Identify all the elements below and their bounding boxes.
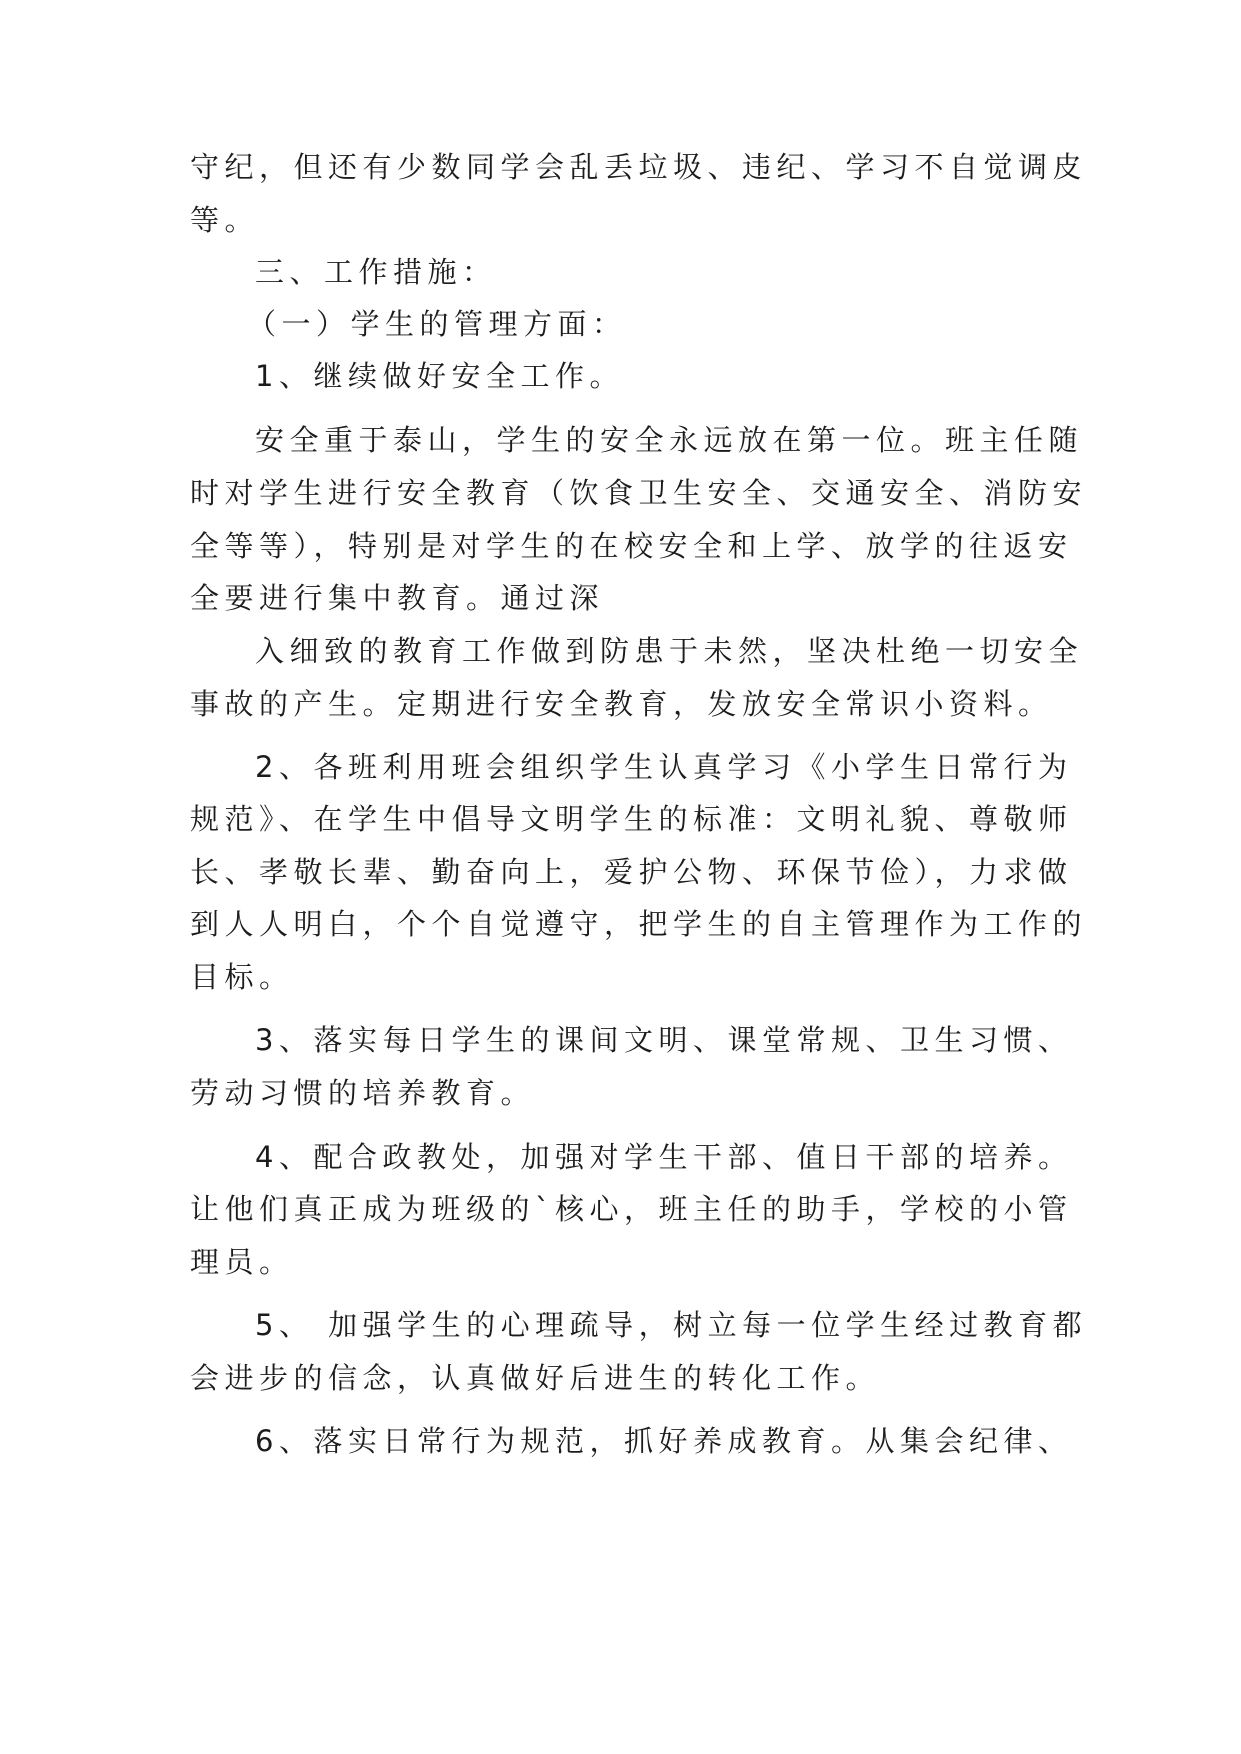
item-heading: 1、继续做好安全工作。 — [255, 359, 624, 393]
item-heading: 6、落实日常行为规范，抓好养成教育。从集会纪律、 — [255, 1424, 1073, 1458]
item-heading: 5、 加强学生的心理疏导，树立每一位学生经过教育都 — [255, 1308, 1088, 1342]
text-line: 长、孝敬长辈、勤奋向上，爱护公物、环保节俭），力求做 — [190, 855, 1073, 889]
text-line: 入细致的教育工作做到防患于未然，坚决杜绝一切安全 — [255, 634, 1084, 668]
subsection-heading: （一）学生的管理方面： — [247, 307, 627, 341]
text-line: 劳动习惯的培养教育。 — [190, 1076, 536, 1110]
text-line: 等。 — [190, 203, 260, 237]
text-line: 理员。 — [190, 1245, 294, 1279]
text-line: 会进步的信念，认真做好后进生的转化工作。 — [190, 1361, 881, 1395]
section-heading: 三、工作措施： — [255, 255, 497, 289]
text-line: 目标。 — [190, 960, 294, 994]
text-line: 到人人明白，个个自觉遵守，把学生的自主管理作为工作的 — [190, 907, 1088, 941]
text-line: 全等等），特别是对学生的在校安全和上学、放学的往返安 — [190, 529, 1073, 563]
item-heading: 3、落实每日学生的课间文明、课堂常规、卫生习惯、 — [255, 1023, 1073, 1057]
text-line: 全要进行集中教育。通过深 — [190, 581, 605, 615]
item-heading: 2、各班利用班会组织学生认真学习《小学生日常行为 — [255, 750, 1073, 784]
text-line: 安全重于泰山，学生的安全永远放在第一位。班主任随 — [255, 423, 1084, 457]
item-heading: 4、配合政教处，加强对学生干部、值日干部的培养。 — [255, 1140, 1073, 1174]
text-line: 规范》、在学生中倡导文明学生的标准：文明礼貌、尊敬师 — [190, 802, 1073, 836]
text-line: 时对学生进行安全教育（饮食卫生安全、交通安全、消防安 — [190, 476, 1088, 510]
text-line: 让他们真正成为班级的`核心，班主任的助手，学校的小管 — [190, 1192, 1073, 1226]
text-line: 守纪，但还有少数同学会乱丢垃圾、违纪、学习不自觉调皮 — [190, 150, 1088, 184]
text-line: 事故的产生。定期进行安全教育，发放安全常识小资料。 — [190, 687, 1053, 721]
